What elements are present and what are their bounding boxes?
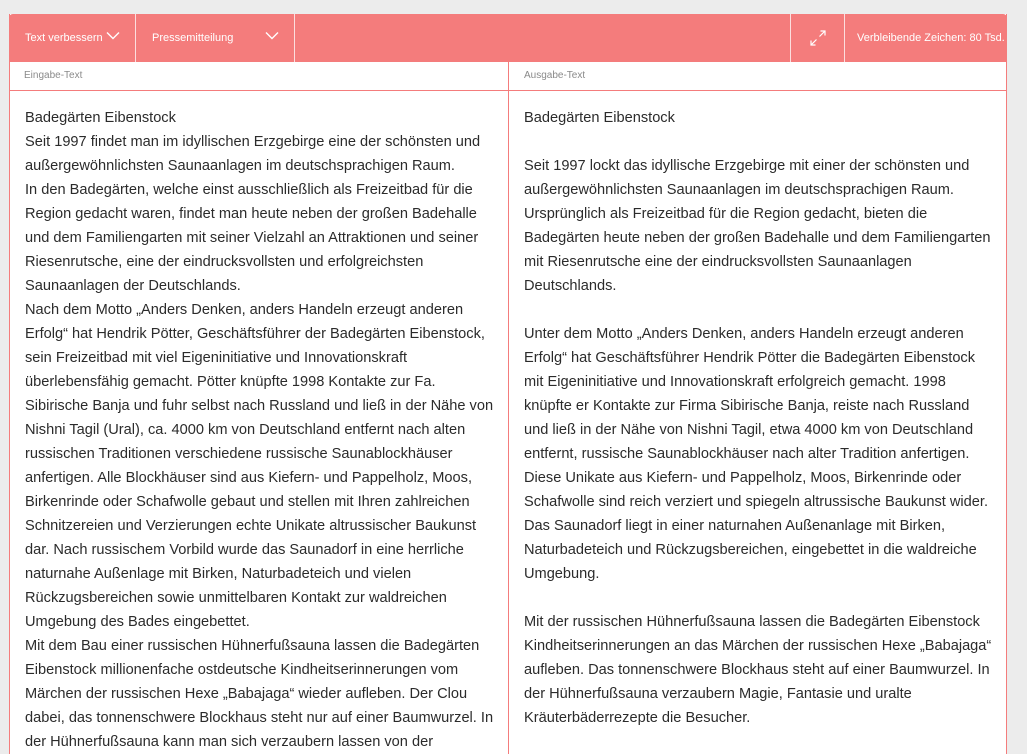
expand-icon (809, 29, 827, 47)
output-panel-header: Ausgabe-Text (524, 70, 586, 81)
text-style-label: Pressemitteilung (152, 32, 234, 44)
input-paragraph: Mit dem Bau einer russischen Hühnerfußsauna lassen die Badegärten Eibenstock millionenfache ostdeutsche Kindheitserinnerungen vom Märchen der russischen Hexe „Babajaga“ wieder aufleben. Der Clou dabei, das tonnenschwere Blockhaus steht nur auf einer Baumwurzel. In der Hühnerfußsauna kann man sich verzaubern lassen von der (25, 638, 494, 750)
output-paragraph: Mit der russischen Hühnerfußsauna lassen die Badegärten Eibenstock Kindheitserinnerungen an das Märchen der russischen Hexe „Babajaga“ aufleben. Das tonnenschwere Blockhaus steht auf einer Baumwurzel. In der Hühnerfußsauna verzaubern Magie, Fantasie und uralte Kräuterbäderrezepte die Besucher. (524, 614, 992, 726)
chevron-down-icon (265, 31, 279, 40)
output-paragraph: Unter dem Motto „Anders Denken, anders Handeln erzeugt anderen Erfolg“ hat Geschäftsführer Hendrik Pötter die Badegärten Eibenstock mit Eigeninitiative und Innovationskraft erfolgreich gemacht. 1998 knüpfte er Kontakte zur Firma Sibirische Banja, reiste nach Russland und ließ in der Nähe von Nishni Tagil, etwa 4000 km von Deutschland entfernt, russische Saunablockhäuser nach alter Tradition anfertigen. Diese Unikate aus Kiefern- und Pappelholz, Moos, Birkenrinde oder Schafwolle sind reich verziert und spiegeln altrussische Baukunst wider. Das Saunadorf liegt in einer naturnahen Außenanlage mit Birken, Naturbadeteich und Rückzugsbereichen, eingebettet in die waldreiche Umgebung. (524, 326, 988, 582)
output-paragraph: Seit 1997 lockt das idyllische Erzgebirge mit einer der schönsten und außergewöhnlichsten Saunaanlagen im deutschsprachigen Raum. Ursprünglich als Freizeitbad für die Region gedacht, bieten die Badegärten heute neben der großen Badehalle und dem Familiengarten mit Riesenrutsche eine der eindrucksvollsten Saunaanlagen Deutschlands. (524, 158, 991, 294)
input-text-area[interactable] (25, 106, 499, 754)
input-paragraph: Nach dem Motto „Anders Denken, anders Handeln erzeugt anderen Erfolg“ hat Hendrik Pötter, Geschäftsführer der Badegärten Eibenstock, sein Freizeitbad mit viel Eigeninitiative und Innovationskraft überlebensfähig gemacht. Pötter knüpfte 1998 Kontakte zur Fa. Sibirische Banja und fuhr selbst nach Russland und ließ in der Nähe von Nishni Tagil (Ural), ca. 4000 km von Deutschland entfernt nach alten russischen Traditionen verschiedene russische Saunablockhäuser anfertigen. Alle Blockhäuser sind aus Kiefern- und Pappelholz, Moos, Birkenrinde oder Schafwolle gebaut und stellen mit Ihren zahlreichen Schnitzereien und Verzierungen echte Unikate altrussischer Baukunst dar. Nach russischem Vorbild wurde das Saunadorf in eine herrliche naturnahe Außenlage mit Birken, Naturbadeteich und vielen Rückzugsbereichen sowie unmittelbaren Kontakt zur waldreichen Umgebung des Bades eingebettet. (25, 302, 494, 630)
panel-divider (508, 62, 509, 754)
improve-text-dropdown[interactable] (9, 14, 136, 62)
remaining-characters (844, 14, 1007, 62)
text-style-dropdown[interactable] (136, 14, 295, 62)
input-paragraph: Badegärten Eibenstock (25, 110, 176, 126)
chevron-down-icon (106, 31, 120, 40)
text-improver-app (9, 14, 1007, 754)
output-text-area[interactable] (524, 106, 994, 754)
paragraph-gap (524, 586, 994, 610)
input-panel-header: Eingabe-Text (24, 70, 83, 81)
remaining-characters-label: Verbleibende Zeichen: 80 Tsd. (857, 32, 1005, 44)
toolbar (9, 14, 1007, 62)
output-paragraph: Badegärten Eibenstock (524, 110, 675, 126)
paragraph-gap (524, 130, 994, 154)
input-paragraph: Seit 1997 findet man im idyllischen Erzgebirge eine der schönsten und außergewöhnlichsten Saunaanlagen im deutschsprachigen Raum. (25, 134, 481, 174)
input-paragraph: In den Badegärten, welche einst ausschließlich als Freizeitbad für die Region gedacht waren, findet man heute neben der großen Badehalle und dem Familiengarten mit seiner Vielzahl an Attraktionen und seiner Riesenrutsche, eine der eindrucksvollsten und erfolgreichsten Saunaanlagen der Deutschlands. (25, 182, 479, 294)
improve-text-label: Text verbessern (25, 32, 103, 44)
paragraph-gap (524, 298, 994, 322)
expand-button[interactable] (790, 14, 844, 62)
toolbar-spacer (295, 14, 790, 62)
